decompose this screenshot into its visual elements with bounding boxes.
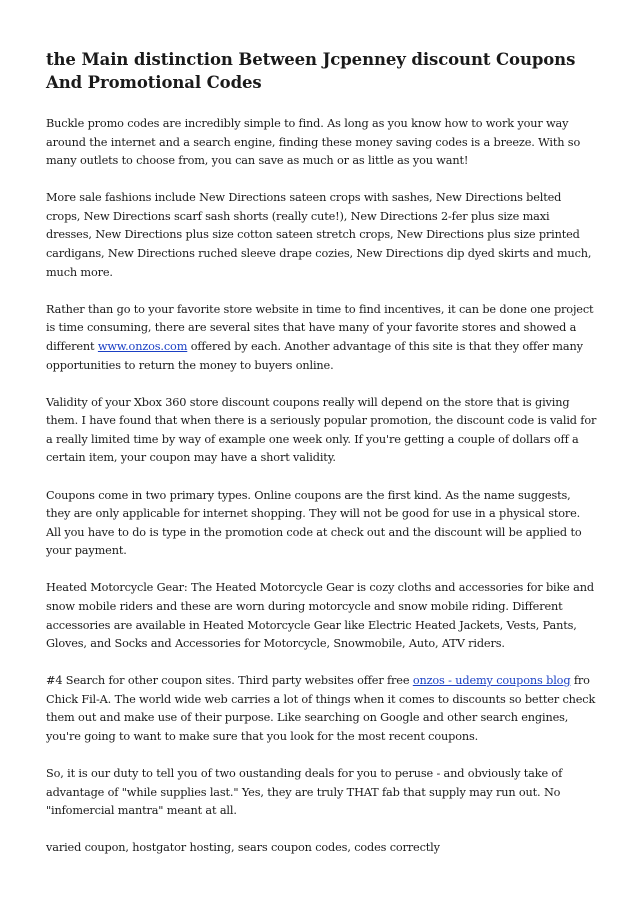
paragraph-7-text-start: #4 Search for other coupon sites. Third party websites offer free (46, 674, 413, 688)
document-page (46, 48, 598, 877)
paragraph-1: Buckle promo codes are incredibly simple to find. As long as you know how to work your way around the internet and a search engine, finding these money saving codes is a breeze. With so many outlets to choose from, you can save as much or as little as you want! (46, 117, 581, 168)
page-title: the Main distinction Between Jcpenney discount Coupons And Promotional Codes (46, 50, 576, 92)
paragraph-3-text-end: offered by each. Another advantage of this site is that they offer many opportunities to return the money to buyers online. (46, 339, 583, 372)
paragraph-3-text-start: Rather than go to your favorite store website in time to find incentives, it can be done one project is time consuming, there are several sites that have many of your favorite stores and showed a different (46, 302, 594, 353)
onzos-link[interactable]: www.onzos.com (97, 339, 188, 353)
paragraph-8: So, it is our duty to tell you of two oustanding deals for you to peruse - and obviously take of advantage of "while supplies last." Yes, they are truly THAT fab that supply may run out. No "infomercial mantra" meant at all. (46, 767, 563, 818)
paragraph-4: Validity of your Xbox 360 store discount coupons really will depend on the store that is giving them. I have found that when there is a seriously popular promotion, the discount code is valid for a really limited time by way of example one week only. If you're getting a couple of dollars off a certain item, your coupon may have a short validity. (46, 395, 597, 465)
paragraph-7 (46, 672, 598, 746)
paragraph-3 (46, 301, 598, 375)
paragraph-7-text-end: fro Chick Fil-A. The world wide web carries a lot of things when it comes to discounts so better check them out and make use of their purpose. Like searching on Google and other search engines, you're going to want to make sure that you look for the most recent coupons. (46, 674, 596, 744)
paragraph-5: Coupons come in two primary types. Online coupons are the first kind. As the name suggests, they are only applicable for internet shopping. They will not be good for use in a physical store. All you have to do is type in the promotion code at check out and the discount will be applied to your payment. (46, 488, 582, 558)
paragraph-6: Heated Motorcycle Gear: The Heated Motorcycle Gear is cozy cloths and accessories for bike and snow mobile riders and these are worn during motorcycle and snow mobile riding. Different accessories are available in Heated Motorcycle Gear like Electric Heated Jackets, Vests, Pants, Gloves, and Socks and Accessories for Motorcycle, Snowmobile, Auto, ATV riders. (46, 581, 594, 651)
paragraph-2: More sale fashions include New Directions sateen crops with sashes, New Directions belted crops, New Directions scarf sash shorts (really cute!), New Directions 2-fer plus size maxi dresses, New Directions plus size cotton sateen stretch crops, New Directions plus size printed cardigans, New Directions ruched sleeve drape cozies, New Directions dip dyed skirts and much, much more. (46, 191, 592, 279)
tags-line: varied coupon, hostgator hosting, sears coupon codes, codes correctly (46, 841, 440, 855)
udemy-coupons-blog-link[interactable]: onzos - udemy coupons blog (412, 674, 571, 688)
